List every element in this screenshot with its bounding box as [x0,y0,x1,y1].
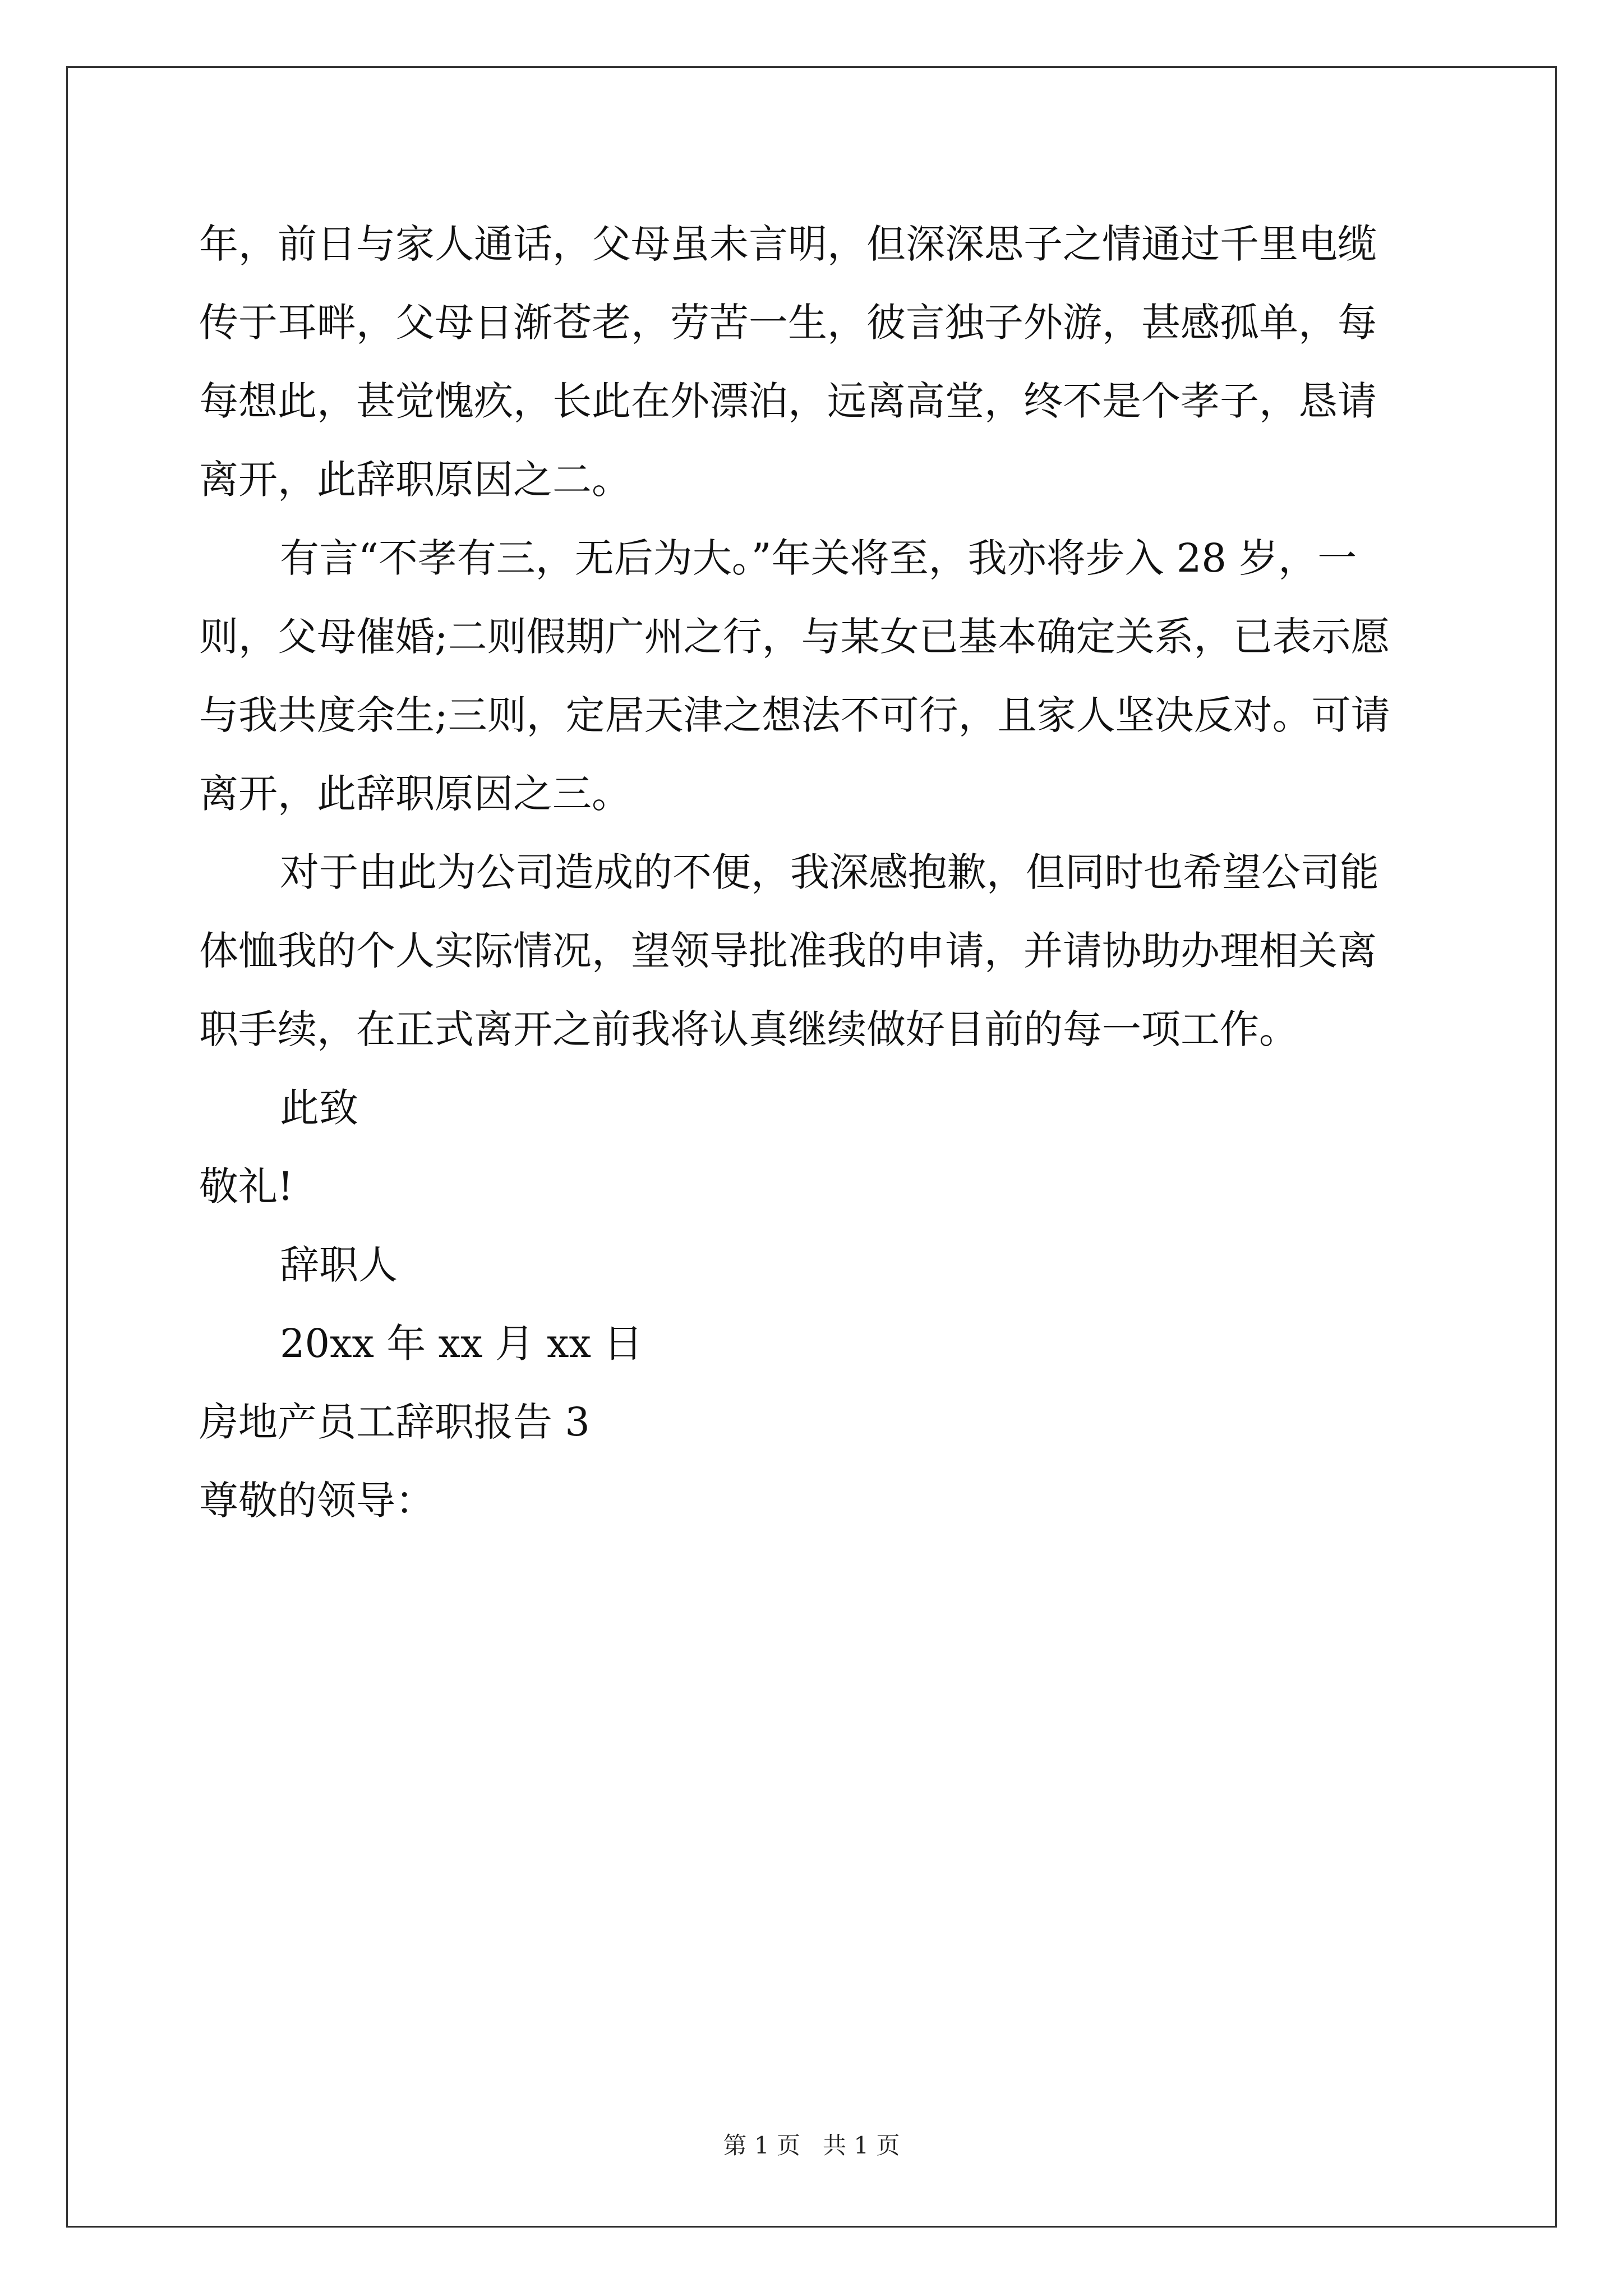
paragraph-line: 与我共度余生;三则，定居天津之想法不可行，且家人坚决反对。可请 [199,692,1390,738]
paragraph-line: 体恤我的个人实际情况，望领导批准我的申请，并请协助办理相关离 [199,928,1377,974]
paragraph-line: 离开，此辞职原因之二。 [199,457,631,503]
paragraph-line: 传于耳畔，父母日渐苍老，劳苦一生，彼言独子外游，甚感孤单，每 [199,300,1377,346]
paragraph-line: 有言“不孝有三，无后为大。”年关将至，我亦将步入 28 岁，一 [280,535,1357,581]
paragraph-line: 职手续，在正式离开之前我将认真继续做好目前的每一项工作。 [199,1006,1298,1052]
closing-salutation: 此致 [280,1085,358,1131]
greeting-line: 尊敬的领导： [199,1478,435,1524]
page-footer: 第 1 页 共 1 页 [723,2132,900,2159]
signature-label: 辞职人 [280,1242,398,1288]
paragraph-line: 每想此，甚觉愧疚，长此在外漂泊，远离高堂，终不是个孝子，恳请 [199,378,1377,424]
paragraph-line: 对于由此为公司造成的不便，我深感抱歉，但同时也希望公司能 [280,849,1379,895]
paragraph-line: 离开，此辞职原因之三。 [199,771,631,817]
closing-regards: 敬礼! [199,1163,294,1209]
paragraph-line: 年，前日与家人通话，父母虽未言明，但深深思子之情通过千里电缆 [199,221,1377,267]
date-line: 20xx 年 xx 月 xx 日 [280,1320,643,1366]
section-title: 房地产员工辞职报告 3 [199,1399,590,1445]
paragraph-line: 则，父母催婚;二则假期广州之行，与某女已基本确定关系，已表示愿 [199,614,1390,660]
